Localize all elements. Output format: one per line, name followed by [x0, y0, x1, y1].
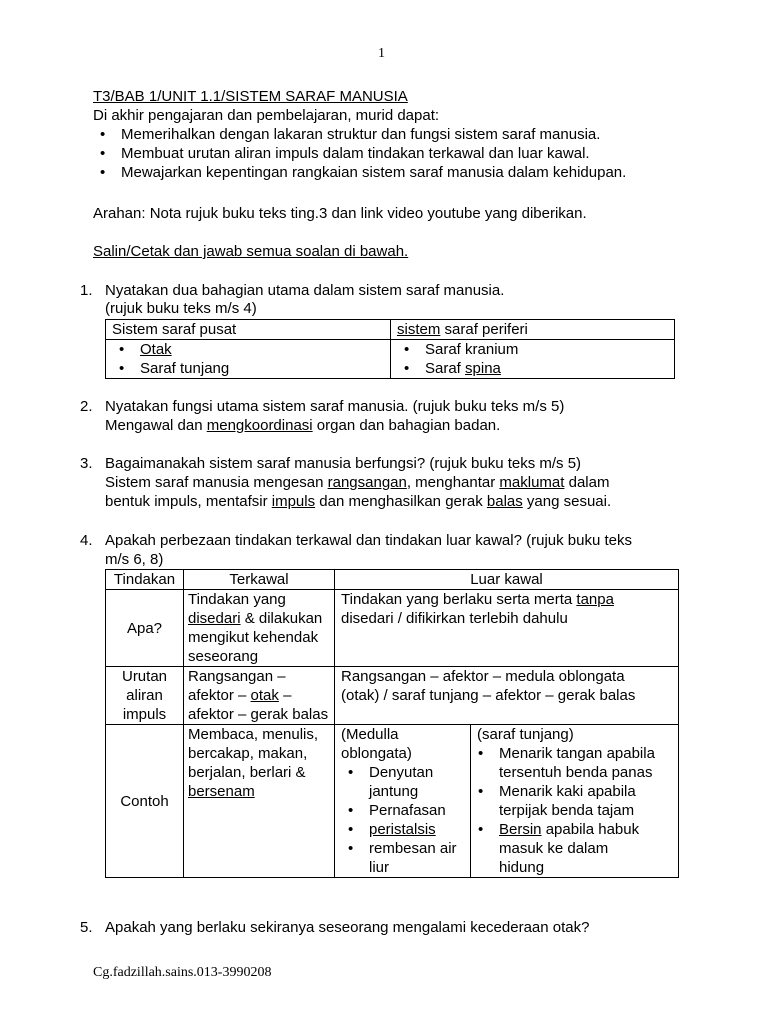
q2-answer: Mengawal dan mengkoordinasi organ dan bahagian badan. — [105, 417, 501, 434]
q4-number: 4. — [80, 532, 93, 549]
instruction-text: Salin/Cetak dan jawab semua soalan di bawah. — [93, 243, 409, 260]
q4-row-apa-luar: Tindakan yang berlaku serta merta tanpa disedari / difikirkan terlebih dahulu — [335, 590, 679, 667]
q1-table — [105, 319, 675, 379]
q4-row-contoh-terkawal: Membaca, menulis, bercakap, makan, berjalan, berlari & bersenam — [184, 725, 335, 878]
q3-answer-line2: bentuk impuls, mentafsir impuls dan menghasilkan gerak balas yang sesuai. — [105, 493, 612, 510]
objective-item: • Membuat urutan aliran impuls dalam tindakan terkawal dan luar kawal. — [93, 144, 626, 163]
q5-number: 5. — [80, 919, 93, 936]
objective-item: • Mewajarkan kepentingan rangkaian sistem saraf manusia dalam kehidupan. — [93, 163, 626, 182]
q4-row-contoh-label: Contoh — [106, 725, 184, 878]
q4-header-luar: Luar kawal — [335, 570, 679, 590]
q1-text: Nyatakan dua bahagian utama dalam sistem saraf manusia. — [105, 282, 505, 299]
q1-ref: (rujuk buku teks m/s 4) — [105, 300, 257, 317]
page-number: 1 — [378, 46, 385, 61]
list-item: • Denyutan jantung — [341, 763, 464, 801]
list-item: • Menarik tangan apabila tersentuh benda panas — [471, 744, 676, 782]
q5-text: Apakah yang berlaku sekiranya seseorang mengalami kecederaan otak? — [105, 919, 590, 936]
q4-row-apa-label: Apa? — [106, 590, 184, 667]
q4-row-apa-terkawal: Tindakan yang disedari & dilakukan mengikut kehendak seseorang — [184, 590, 335, 667]
q4-table — [105, 569, 679, 878]
q3-answer-line1: Sistem saraf manusia mengesan rangsangan, menghantar maklumat dalam — [105, 474, 610, 491]
objectives-intro: Di akhir pengajaran dan pembelajaran, murid dapat: — [93, 107, 440, 124]
objectives-list — [93, 125, 626, 182]
list-item: • rembesan air liur — [341, 839, 464, 877]
q4-row-contoh-tunjang: (saraf tunjang) • Menarik tangan apabila tersentuh benda panas • Menarik kaki apabila terpijak benda tajam • Bersin apabila habuk masuk ke dalam hidung — [471, 725, 679, 878]
list-item: • Menarik kaki apabila terpijak benda tajam — [471, 782, 676, 820]
list-item: • Saraf spina — [397, 359, 668, 378]
q1-col2-items — [391, 340, 675, 379]
q3-text: Bagaimanakah sistem saraf manusia berfungsi? (rujuk buku teks m/s 5) — [105, 455, 582, 472]
list-item: • Bersin apabila habuk masuk ke dalam hidung — [471, 820, 676, 877]
q3-number: 3. — [80, 455, 93, 472]
q4-text-line1: Apakah perbezaan tindakan terkawal dan tindakan luar kawal? (rujuk buku teks — [105, 532, 632, 549]
q4-row-urutan-luar: Rangsangan – afektor – medula oblongata (otak) / saraf tunjang – afektor – gerak balas — [335, 667, 679, 725]
q4-row-urutan-label: Urutan aliran impuls — [106, 667, 184, 725]
objective-item: • Memerihalkan dengan lakaran struktur dan fungsi sistem saraf manusia. — [93, 125, 626, 144]
list-item: • Pernafasan — [341, 801, 464, 820]
q4-row-urutan-terkawal: Rangsangan – afektor – otak – afektor – gerak balas — [184, 667, 335, 725]
list-item: • peristalsis — [341, 820, 464, 839]
list-item: • Saraf tunjang — [112, 359, 384, 378]
q1-col1-header: Sistem saraf pusat — [106, 320, 391, 340]
q4-text-line2: m/s 6, 8) — [105, 551, 164, 568]
q4-header-tindakan: Tindakan — [106, 570, 184, 590]
arahan-text: Arahan: Nota rujuk buku teks ting.3 dan link video youtube yang diberikan. — [93, 205, 587, 222]
q2-number: 2. — [80, 398, 93, 415]
footer-credit: Cg.fadzillah.sains.013-3990208 — [93, 965, 272, 980]
q4-header-terkawal: Terkawal — [184, 570, 335, 590]
page-title: T3/BAB 1/UNIT 1.1/SISTEM SARAF MANUSIA — [93, 88, 408, 105]
q1-col2-header: sistem saraf periferi — [391, 320, 675, 340]
q1-col1-items — [106, 340, 391, 379]
list-item: • Otak — [112, 340, 384, 359]
q1-number: 1. — [80, 282, 93, 299]
q4-row-contoh-medulla: (Medulla oblongata) • Denyutan jantung • Pernafasan • peristalsis • rembesan air liur — [335, 725, 471, 878]
list-item: • Saraf kranium — [397, 340, 668, 359]
q2-text: Nyatakan fungsi utama sistem saraf manusia. (rujuk buku teks m/s 5) — [105, 398, 565, 415]
